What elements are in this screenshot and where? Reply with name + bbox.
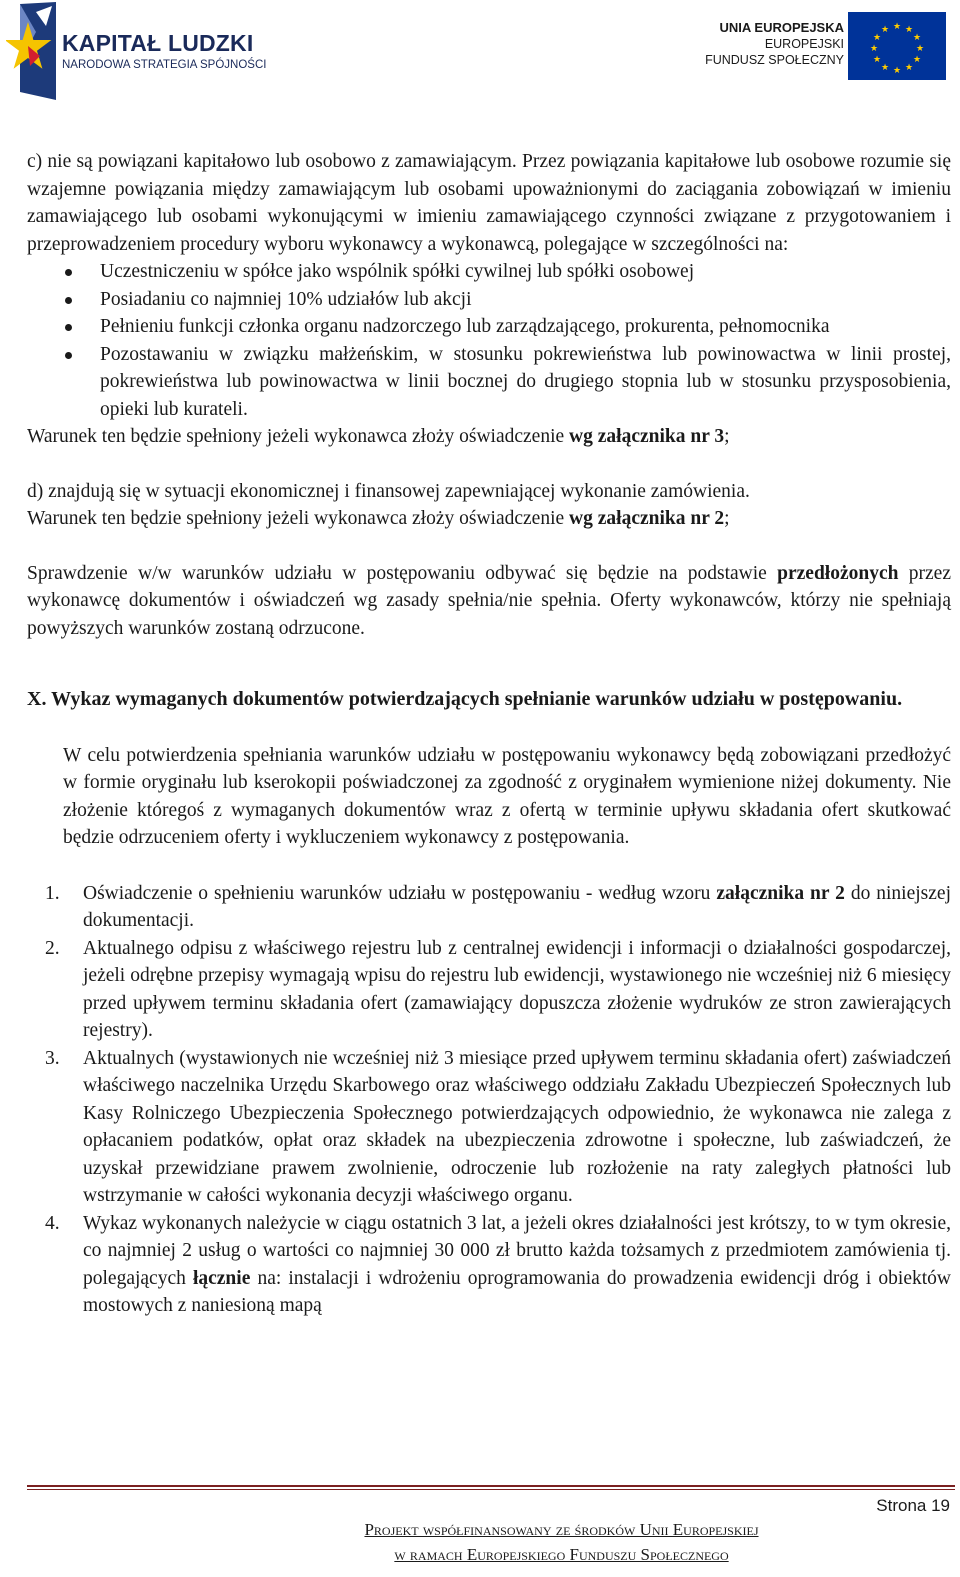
bullet-item [27,341,951,424]
bullet-text: Uczestniczeniu w spółce jako wspólnik spółki cywilnej lub spółki osobowej [100,261,695,282]
svg-text:★: ★ [869,44,879,54]
logo-subtitle: NARODOWA STRATEGIA SPÓJNOŚCI [62,59,267,71]
list-number: 2. [45,937,60,959]
verification-text: Sprawdzenie w/w warunków udziału w postępowaniu odbywać się będzie na podstawie [27,562,778,584]
condition-2-text: Warunek ten będzie spełniony jeżeli wykonawca złoży oświadczenie [27,508,570,529]
documents-list [27,880,951,1320]
verification-paragraph [27,560,951,643]
eu-logo-text [705,20,844,68]
bullet-text: Pozostawaniu w związku małżeńskim, w stosunku pokrewieństwa lub powinowactwa w linii prostej, pokrewieństwa lub powinowactwa w linii bocznej do drugiego stopnia lub w stosunku przysposobienia, opieki lub kurateli. [100,343,951,420]
bullet-icon [65,352,72,359]
paragraph-d: d) znajdują się w sytuacji ekonomicznej i finansowej zapewniającej wykonanie zamówienia. [27,480,750,502]
list-text: Aktualnych (wystawionych nie wcześniej niż 3 miesiące przed upływem terminu składania ofert) zaświadczeń właściwego naczelnika Urzędu Skarbowego oraz właściwego oddziału Zakładu Ubezpieczeń Społecznych lub Kasy Rolniczego Ubezpieczenia Społecznego potwierdzających odpowiednio, że wykonawca nie zalega z opłacaniem podatków, opłat oraz składek na ubezpieczenia zdrowotne i społeczne, lub zaświadczeń, że uzyskał przewidziane prawem zwolnienie, odroczenie lub rozłożenie na raty zaległych płatności lub wstrzymanie w całości wykonania decyzji właściwego organu. [83,1047,951,1206]
condition-3-text: Warunek ten będzie spełniony jeżeli wykonawca złoży oświadczenie [27,426,570,447]
bullet-text: Pełnieniu funkcji członka organu nadzorczego lub zarządzającego, prokurenta, pełnomocnika [100,316,830,337]
verification-bold: przedłożonych [777,562,899,584]
list-number: 4. [45,1212,60,1234]
bullet-text: Posiadaniu co najmniej 10% udziałów lub akcji [100,288,472,310]
kapital-ludzki-logo [6,2,267,102]
section-heading: X. Wykaz wymaganych dokumentów potwierdzających spełnianie warunków udziału w postępowaniu. [27,688,903,710]
list-item [27,880,951,935]
condition-2-line [27,505,951,533]
condition-3-suffix: ; [724,426,730,447]
svg-text:★: ★ [880,63,890,73]
list-item [27,1045,951,1210]
svg-text:★: ★ [904,63,914,73]
list-number: 1. [45,882,60,904]
condition-3-line [27,423,951,451]
svg-text:★: ★ [912,33,922,43]
page-number: Strona 19 [876,1496,950,1515]
list-bold: łącznie [192,1267,251,1289]
svg-text:★: ★ [880,25,890,35]
svg-text:★: ★ [872,55,882,65]
eu-flag-icon [848,12,946,80]
footer-line-1: Projekt współfinansowany ze środków Unii Europejskiej [364,1520,759,1539]
footer-divider [27,1485,955,1490]
paragraph-c: c) nie są powiązani kapitałowo lub osobowo z zamawiającym. Przez powiązania kapitałowe lub osobowe rozumie się wzajemne powiązania między zamawiającym lub osobami upoważnionymi do zaciągania zobowiązań w imieniu zamawiającego lub osobami wykonującymi w imieniu zamawiającego czynności związane z przygotowaniem i przeprowadzeniem procedury wyboru wykonawcy a wykonawcą, polegające w szczególności na: [27,151,951,255]
verification-suffix: przez wykonawcę dokumentów i oświadczeń wg zasady spełnia/nie spełnia. Oferty wykonawców, którzy nie spełniają powyższych warunków zostaną odrzucone. [27,562,951,639]
svg-text:★: ★ [912,55,922,65]
logo-title: KAPITAŁ LUDZKI [62,30,254,56]
list-number: 3. [45,1047,60,1069]
list-text: Wykaz wykonanych należycie w ciągu ostatnich 3 lat, a jeżeli okres działalności jest krótszy, to w tym okresie, co najmniej 2 usług o wartości co najmniej 30 000 zł brutto każda tożsamych z przedmiotem zamówienia tj. polegających [83,1212,951,1289]
svg-text:★: ★ [915,44,925,54]
eu-logo-line3: FUNDUSZ SPOŁECZNY [705,53,844,67]
list-text: Oświadczenie o spełnieniu warunków udziału w postępowaniu - według wzoru [83,882,717,904]
condition-2-bold: wg załącznika nr 2 [569,508,725,529]
bullet-icon [65,324,72,331]
condition-3-bold: wg załącznika nr 3 [569,426,725,447]
kapital-ludzki-emblem-icon [6,2,60,102]
condition-2-suffix: ; [724,508,730,529]
bullet-icon [65,269,72,276]
eu-logo [690,4,952,84]
svg-text:★: ★ [872,33,882,43]
bullet-item [27,313,951,341]
svg-text:★: ★ [892,66,902,76]
list-text: Aktualnego odpisu z właściwego rejestru lub z centralnej ewidencji i informacji o działalności gospodarczej, jeżeli odrębne przepisy wymagają wpisu do rejestru lub ewidencji, wystawionego nie wcześniej niż 6 miesięcy przed upływem terminu składania ofert (zamawiający dopuszcza złożenie wydruków ze stron zawierających rejestry). [83,937,951,1041]
eu-logo-line2: EUROPEJSKI [764,37,844,51]
list-item [27,1210,951,1320]
list-suffix: na: instalacji i wdrożeniu oprogramowania do prowadzenia ewidencji dróg i obiektów mostowych z naniesioną mapą [83,1267,951,1316]
list-bold: załącznika nr 2 [716,882,845,904]
svg-text:★: ★ [892,22,902,32]
bullet-item [27,286,951,314]
eu-logo-line1: UNIA EUROPEJSKA [719,20,844,35]
footer-line-2: w ramach Europejskiego Funduszu Społecznego [394,1545,729,1564]
list-suffix: do niniejszej dokumentacji. [83,882,951,931]
section-intro: W celu potwierdzenia spełniania warunków udziału w postępowaniu wykonawcy będą zobowiązani przedłożyć w formie oryginału lub kserokopii poświadczonej za zgodność z oryginałem wymienione niżej dokumenty. Nie złożenie któregoś z wymaganych dokumentów wraz z ofertą w terminie upływu składania ofert skutkować będzie odrzuceniem oferty i wykluczeniem wykonawcy z postępowania. [63,744,951,848]
svg-text:★: ★ [904,25,914,35]
list-item [27,935,951,1045]
document-body [27,148,951,1320]
bullet-icon [65,297,72,304]
bullet-item [27,258,951,286]
